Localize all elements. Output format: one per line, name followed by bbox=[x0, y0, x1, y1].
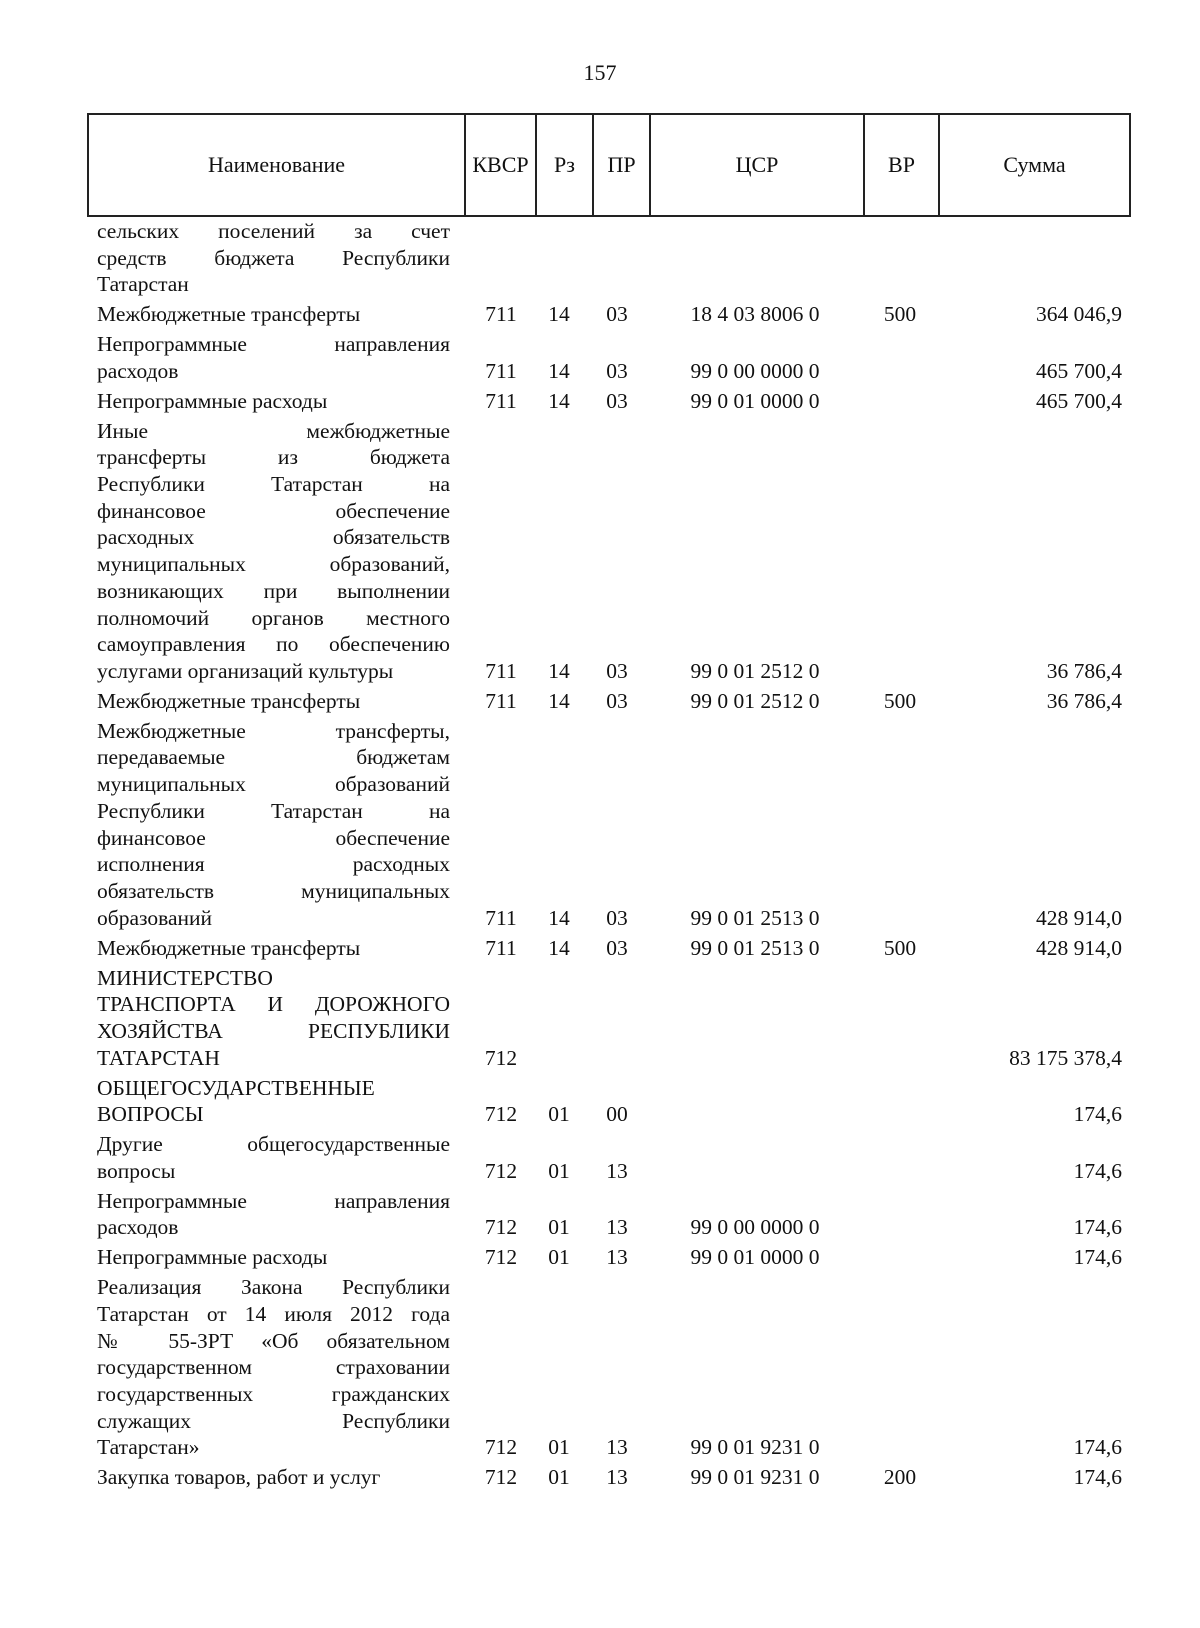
header-sum: Сумма bbox=[938, 115, 1129, 215]
cell-name bbox=[97, 718, 450, 932]
cell-csr: 99 0 01 2512 0 bbox=[690, 659, 820, 683]
cell-pr: 03 bbox=[606, 688, 628, 713]
name-line: ОБЩЕГОСУДАРСТВЕННЫЕ bbox=[97, 1075, 375, 1100]
cell-pr: 03 bbox=[606, 388, 628, 413]
name-line: Татарстан» bbox=[97, 1435, 200, 1460]
cell-vr: 500 bbox=[883, 935, 917, 960]
cell-kvsr: 712 bbox=[484, 1435, 518, 1460]
cell-sum: 174,6 bbox=[1073, 1215, 1122, 1240]
name-line: муниципальных образований, bbox=[97, 552, 450, 577]
name-line: ТАТАРСТАН bbox=[97, 1045, 220, 1070]
name-line: Непрограммные направления bbox=[97, 1188, 450, 1213]
table-row bbox=[0, 935, 1200, 962]
name-line: полномочий органов местного bbox=[97, 605, 450, 630]
cell-name bbox=[97, 935, 450, 962]
header-vr: ВР bbox=[863, 115, 938, 215]
header-csr: ЦСР bbox=[649, 115, 863, 215]
cell-sum: 174,6 bbox=[1073, 1158, 1122, 1183]
name-line: обязательств муниципальных bbox=[97, 878, 450, 903]
name-line: МИНИСТЕРСТВО bbox=[97, 965, 273, 990]
cell-vr: 500 bbox=[883, 302, 917, 327]
cell-sum: 83 175 378,4 bbox=[1009, 1045, 1122, 1070]
name-line: Закупка товаров, работ и услуг bbox=[97, 1465, 381, 1490]
cell-rz: 01 bbox=[548, 1102, 570, 1127]
cell-kvsr: 711 bbox=[485, 388, 517, 413]
cell-rz: 14 bbox=[548, 688, 570, 713]
name-line: финансовое обеспечение bbox=[97, 498, 450, 523]
cell-name bbox=[97, 331, 450, 384]
cell-kvsr: 711 bbox=[485, 688, 517, 713]
table-row bbox=[0, 965, 1200, 1072]
name-line: ВОПРОСЫ bbox=[97, 1102, 204, 1127]
cell-kvsr: 711 bbox=[485, 302, 517, 327]
cell-sum: 465 700,4 bbox=[1036, 388, 1122, 413]
cell-rz: 01 bbox=[548, 1435, 570, 1460]
cell-sum: 465 700,4 bbox=[1036, 358, 1122, 383]
name-line: Непрограммные направления bbox=[97, 332, 450, 357]
cell-name bbox=[97, 1075, 450, 1128]
cell-rz: 01 bbox=[548, 1215, 570, 1240]
name-line: самоуправления по обеспечению bbox=[97, 632, 450, 657]
table-row bbox=[0, 418, 1200, 685]
cell-csr: 99 0 00 0000 0 bbox=[690, 358, 820, 383]
cell-name bbox=[97, 1131, 450, 1184]
cell-rz: 14 bbox=[548, 905, 570, 930]
cell-rz: 14 bbox=[548, 302, 570, 327]
cell-csr: 99 0 01 0000 0 bbox=[690, 1245, 820, 1270]
cell-sum: 428 914,0 bbox=[1036, 935, 1122, 960]
cell-name bbox=[97, 418, 450, 685]
cell-rz: 01 bbox=[548, 1245, 570, 1270]
name-line: возникающих при выполнении bbox=[97, 578, 450, 603]
cell-name bbox=[97, 965, 450, 1072]
name-line: служащих Республики bbox=[97, 1408, 450, 1433]
cell-csr: 99 0 01 2513 0 bbox=[690, 905, 820, 930]
cell-rz: 14 bbox=[548, 659, 570, 683]
name-line: ХОЗЯЙСТВА РЕСПУБЛИКИ bbox=[97, 1018, 450, 1043]
cell-sum: 174,6 bbox=[1073, 1435, 1122, 1460]
header-rz: Рз bbox=[535, 115, 592, 215]
cell-name bbox=[97, 1464, 450, 1491]
cell-kvsr: 712 bbox=[484, 1465, 518, 1490]
cell-rz: 01 bbox=[548, 1465, 570, 1490]
table-row bbox=[0, 218, 1200, 298]
name-line: муниципальных образований bbox=[97, 772, 450, 797]
header-name: Наименование bbox=[207, 152, 346, 177]
name-line: передаваемые бюджетам bbox=[97, 745, 450, 770]
header-kvsr: КВСР bbox=[464, 115, 535, 215]
header-pr: ПР bbox=[592, 115, 649, 215]
cell-name bbox=[97, 218, 450, 298]
name-line: Республики Татарстан на bbox=[97, 472, 450, 497]
table-row bbox=[0, 1131, 1200, 1184]
cell-vr: 200 bbox=[883, 1465, 917, 1490]
table-row bbox=[0, 1188, 1200, 1241]
cell-kvsr: 711 bbox=[485, 935, 517, 960]
cell-kvsr: 712 bbox=[484, 1158, 518, 1183]
cell-pr: 13 bbox=[606, 1465, 628, 1490]
cell-sum: 174,6 bbox=[1073, 1465, 1122, 1490]
cell-kvsr: 712 bbox=[484, 1045, 518, 1070]
name-line: Татарстан от 14 июля 2012 года bbox=[97, 1301, 450, 1326]
name-line: сельских поселений за счет bbox=[97, 219, 450, 243]
table-row bbox=[0, 1274, 1200, 1461]
cell-pr: 00 bbox=[606, 1102, 628, 1127]
cell-name bbox=[97, 1244, 450, 1271]
name-line: Межбюджетные трансферты bbox=[97, 935, 361, 960]
name-line: Реализация Закона Республики bbox=[97, 1275, 450, 1300]
table-row bbox=[0, 1075, 1200, 1128]
name-line: Татарстан bbox=[97, 272, 189, 297]
cell-pr: 13 bbox=[606, 1215, 628, 1240]
cell-name bbox=[97, 388, 450, 415]
cell-kvsr: 712 bbox=[484, 1215, 518, 1240]
cell-kvsr: 711 bbox=[485, 905, 517, 930]
name-line: услугами организаций культуры bbox=[97, 658, 394, 683]
name-line: Другие общегосударственные bbox=[97, 1132, 450, 1157]
name-line: образований bbox=[97, 905, 213, 930]
cell-name bbox=[97, 1188, 450, 1241]
cell-csr: 99 0 01 0000 0 bbox=[690, 388, 820, 413]
cell-sum: 174,6 bbox=[1073, 1102, 1122, 1127]
name-line: Межбюджетные трансферты, bbox=[97, 718, 450, 743]
name-line: Иные межбюджетные bbox=[97, 418, 450, 443]
name-line: Непрограммные расходы bbox=[97, 1245, 328, 1270]
cell-pr: 13 bbox=[606, 1245, 628, 1270]
name-line: вопросы bbox=[97, 1158, 176, 1183]
cell-rz: 14 bbox=[548, 358, 570, 383]
cell-pr: 03 bbox=[606, 935, 628, 960]
page-number: 157 bbox=[583, 60, 617, 85]
cell-rz: 14 bbox=[548, 935, 570, 960]
cell-pr: 03 bbox=[606, 659, 628, 683]
name-line: Непрограммные расходы bbox=[97, 388, 328, 413]
cell-csr: 99 0 01 9231 0 bbox=[690, 1465, 820, 1490]
cell-rz: 01 bbox=[548, 1158, 570, 1183]
name-line: Межбюджетные трансферты bbox=[97, 688, 361, 713]
cell-name bbox=[97, 301, 450, 328]
cell-name bbox=[97, 1274, 450, 1461]
table-row bbox=[0, 688, 1200, 715]
cell-sum: 36 786,4 bbox=[1046, 688, 1122, 713]
cell-csr: 18 4 03 8006 0 bbox=[690, 302, 820, 327]
name-line: трансферты из бюджета bbox=[97, 445, 450, 470]
name-line: средств бюджета Республики bbox=[97, 245, 450, 270]
cell-csr: 99 0 01 2513 0 bbox=[690, 935, 820, 960]
name-line: расходов bbox=[97, 1215, 179, 1240]
name-line: расходных обязательств bbox=[97, 525, 450, 550]
name-line: государственных гражданских bbox=[97, 1381, 450, 1406]
cell-kvsr: 711 bbox=[485, 659, 517, 683]
cell-sum: 174,6 bbox=[1073, 1245, 1122, 1270]
cell-kvsr: 712 bbox=[484, 1102, 518, 1127]
cell-csr: 99 0 01 2512 0 bbox=[690, 688, 820, 713]
cell-vr: 500 bbox=[883, 688, 917, 713]
cell-pr: 03 bbox=[606, 905, 628, 930]
table-row bbox=[0, 718, 1200, 932]
cell-name bbox=[97, 688, 450, 715]
cell-sum: 364 046,9 bbox=[1036, 302, 1122, 327]
name-line: ТРАНСПОРТА И ДОРОЖНОГО bbox=[97, 992, 450, 1017]
cell-sum: 428 914,0 bbox=[1036, 905, 1122, 930]
cell-kvsr: 711 bbox=[485, 358, 517, 383]
name-line: финансовое обеспечение bbox=[97, 825, 450, 850]
cell-sum: 36 786,4 bbox=[1046, 659, 1122, 683]
cell-kvsr: 712 bbox=[484, 1245, 518, 1270]
cell-pr: 13 bbox=[606, 1158, 628, 1183]
cell-pr: 03 bbox=[606, 358, 628, 383]
cell-pr: 13 bbox=[606, 1435, 628, 1460]
table-row bbox=[0, 1244, 1200, 1271]
table-row bbox=[0, 301, 1200, 328]
table-row bbox=[0, 388, 1200, 415]
cell-csr: 99 0 01 9231 0 bbox=[690, 1435, 820, 1460]
cell-csr: 99 0 00 0000 0 bbox=[690, 1215, 820, 1240]
name-line: исполнения расходных bbox=[97, 852, 450, 877]
table-row bbox=[0, 1464, 1200, 1491]
name-line: Межбюджетные трансферты bbox=[97, 302, 361, 327]
cell-rz: 14 bbox=[548, 388, 570, 413]
name-line: Республики Татарстан на bbox=[97, 798, 450, 823]
name-line: расходов bbox=[97, 358, 179, 383]
name-line: государственном страховании bbox=[97, 1355, 450, 1380]
table-row bbox=[0, 331, 1200, 384]
name-line: № 55-ЗРТ «Об обязательном bbox=[97, 1328, 450, 1353]
cell-pr: 03 bbox=[606, 302, 628, 327]
